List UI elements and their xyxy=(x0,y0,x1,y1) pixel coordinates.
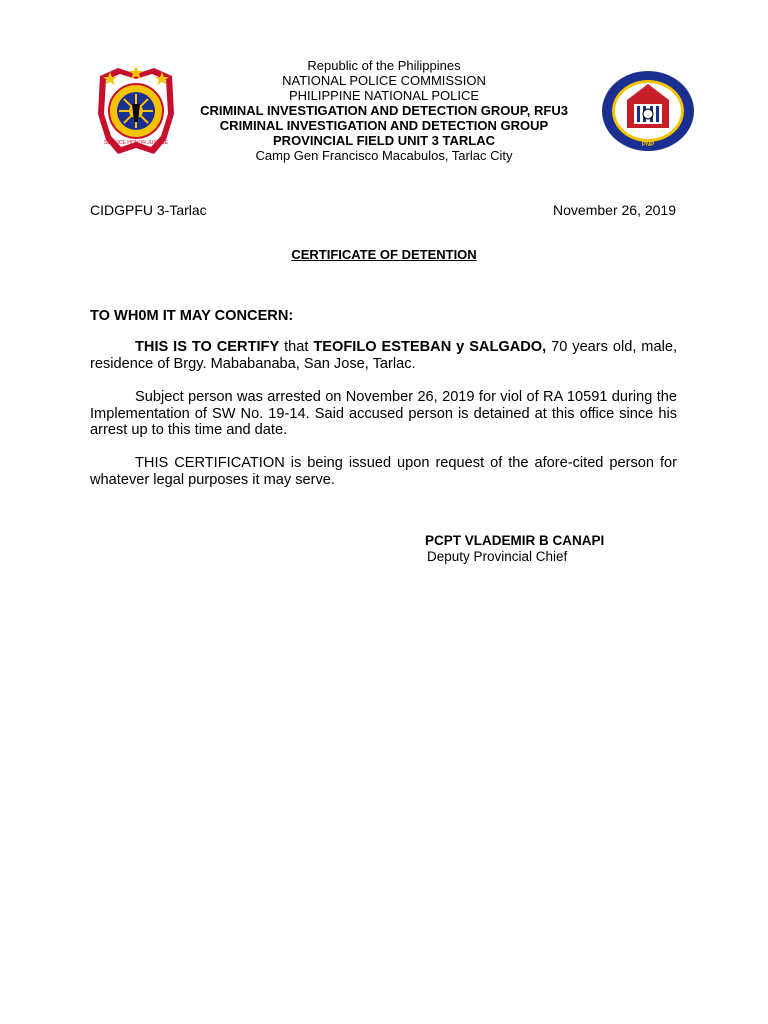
header-napolcom: NATIONAL POLICE COMMISSION xyxy=(282,73,486,88)
purpose-paragraph: THIS CERTIFICATION is being issued upon request of the afore-cited person for whatever legal purposes it may serve. xyxy=(90,455,677,488)
header-cidg-rfu3: CRIMINAL INVESTIGATION AND DETECTION GROUP, RFU3 xyxy=(200,103,568,118)
reference-code: CIDGPFU 3-Tarlac xyxy=(90,202,207,218)
header-address: Camp Gen Francisco Macabulos, Tarlac City xyxy=(255,148,513,163)
detainee-details: 70 years old, male, residence of Brgy. Mababanaba, San Jose, Tarlac. xyxy=(90,339,677,372)
signatory-name: PCPT VLADEMIR B CANAPI xyxy=(425,533,605,548)
letterhead xyxy=(0,58,768,163)
signatory-position: Deputy Provincial Chief xyxy=(427,549,568,564)
arrest-paragraph: Subject person was arrested on November 26, 2019 for viol of RA 10591 during the Implementation of SW No. 19-14. Said accused person is detained at this office since his arrest up to this time and date. xyxy=(90,389,677,439)
pnp-seal-motto: SERVICE HONOR JUSTICE xyxy=(103,140,169,146)
document-date: November 26, 2019 xyxy=(553,202,676,218)
header-pfu: PROVINCIAL FIELD UNIT 3 TARLAC xyxy=(273,133,495,148)
detainee-name: TEOFILO ESTEBAN y SALGADO, xyxy=(313,339,547,355)
header-cidg: CRIMINAL INVESTIGATION AND DETECTION GROUP xyxy=(219,118,549,133)
cidg-seal-pnp-label: PNP xyxy=(641,142,655,148)
certify-lead: THIS IS TO CERTIFY xyxy=(135,339,280,355)
salutation: TO WH0M IT MAY CONCERN: xyxy=(90,308,294,324)
document-title: CERTIFICATE OF DETENTION xyxy=(291,247,477,262)
certification-paragraph xyxy=(90,339,677,372)
certify-that: that xyxy=(279,339,314,355)
header-republic: Republic of the Philippines xyxy=(307,58,461,73)
header-pnp: PHILIPPINE NATIONAL POLICE xyxy=(289,88,479,103)
